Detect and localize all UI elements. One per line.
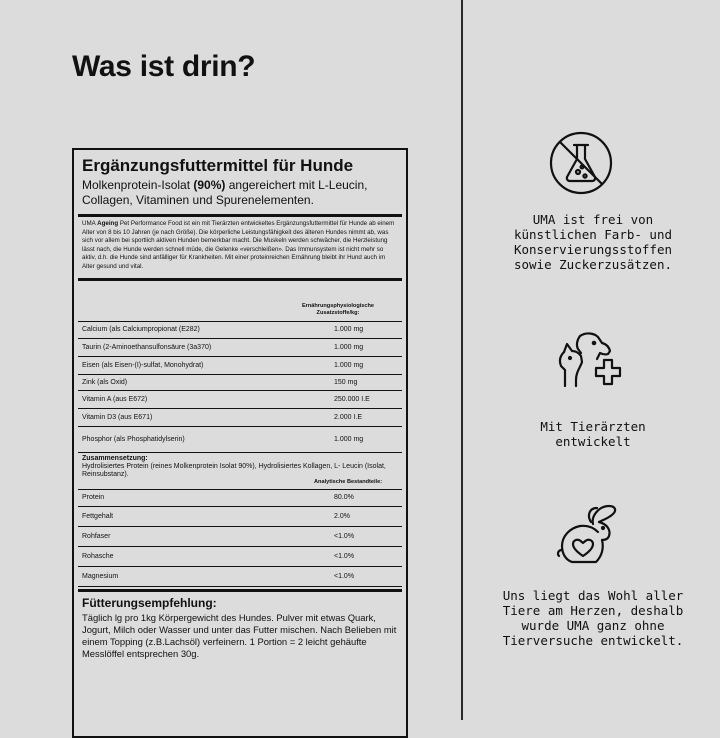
subtitle-text: Molkenprotein-Isolat — [82, 178, 194, 192]
composition-title: Zusammensetzung: — [82, 454, 148, 462]
vertical-divider — [461, 0, 463, 720]
thick-rule — [78, 278, 402, 281]
row-name: Fettgehalt — [82, 512, 114, 520]
analytics-header: Analytische Bestandteile: — [314, 478, 383, 485]
row-name: Rohasche — [82, 552, 114, 560]
table-row — [78, 409, 402, 427]
row-value: 1.000 mg — [334, 326, 364, 334]
desc-text: Pet Performance Food ist ein mit Tierärzten entwickeltes Ergänzungsfuttermittel für Hunde ab einem Alter von 8 bis 10 Jahren (je nach Größe). Die körperliche Leistungsfähigkeit des älteren Hundes nimmt ab, was sich vor allem bei sportlich aktiven Hunden bemerkbar macht. Die Muskeln werden schwächer, die Herzleistung lässt nach, die Hunde werden schnell müde, die Gelenke «verschleißen». Das Immunsystem ist nicht mehr so aktiv, d.h. die Hunde sind anfälliger für Krankheiten. Mit einer proteinreichen Ernährung bleibt ihr Hund auch im Alter gesund und vital. — [82, 220, 395, 270]
no-chemicals-icon — [548, 130, 614, 196]
table-row — [78, 357, 402, 375]
table-row — [78, 567, 402, 587]
rabbit-heart-icon — [555, 502, 631, 572]
feature-no-animal-testing: Uns liegt das Wohl aller Tiere am Herzen, deshalb wurde UMA ganz ohne Tierversuche entwickelt. — [502, 588, 684, 648]
table-row — [78, 527, 402, 547]
desc-brand: UMA — [82, 220, 98, 227]
row-name: Taurin (2-Aminoethansulfonsäure (3a370) — [82, 343, 212, 351]
row-name: Eisen (als Eisen-(I)-sulfat, Monohydrat) — [82, 361, 204, 369]
additives-table — [74, 321, 406, 453]
composition-text: Hydrolisiertes Protein (reines Molkenprotein Isolat 90%), Hydrolisiertes Kollagen, L- Leucin (Isolat, Reinsubstanz). — [82, 462, 386, 478]
label-subtitle — [82, 178, 398, 208]
feature-no-additives: UMA ist frei von künstlichen Farb- und Konservierungsstoffen sowie Zuckerzusätzen. — [513, 212, 673, 272]
nutrition-label — [72, 148, 408, 738]
feeding-title: Fütterungsempfehlung: — [82, 595, 217, 610]
dog-cat-plus-icon — [550, 330, 626, 402]
table-row — [78, 321, 402, 339]
row-value: <1.0% — [334, 532, 355, 540]
row-value: <1.0% — [334, 572, 355, 580]
composition — [82, 455, 398, 479]
table-row — [78, 489, 402, 507]
label-description — [82, 220, 398, 272]
feature-vets: Mit Tierärzten entwickelt — [540, 419, 646, 449]
label-title: Ergänzungsfuttermittel für Hunde — [82, 156, 354, 175]
row-value: 1.000 mg — [334, 343, 364, 351]
row-name: Vitamin D3 (aus E671) — [82, 413, 153, 421]
row-name: Rohfaser — [82, 532, 111, 540]
feeding-text: Täglich lg pro 1kg Körpergewicht des Hundes. Pulver mit etwas Quark, Jogurt, Milch oder Wasser und unter das Futter mischen. Nach Belieben mit einem Topping (z.B.Lachsöl) verfeinern. 1 Portion = 2 leicht gehäufte Messlöffel entsprechen 30g. — [82, 611, 397, 659]
row-value: 250.000 I.E — [334, 395, 370, 403]
subtitle-rest: angereichert mit L-Leucin, Collagen, Vitaminen und Spurenelementen. — [82, 178, 368, 207]
row-value: <1.0% — [334, 552, 355, 560]
row-name: Protein — [82, 494, 105, 502]
thick-rule — [78, 214, 402, 217]
table-row — [78, 427, 402, 453]
row-name: Magnesium — [82, 572, 119, 580]
row-name: Vitamin A (aus E672) — [82, 395, 148, 403]
row-value: 2.0% — [334, 512, 350, 520]
analytics-table — [74, 489, 406, 587]
row-name: Zink (als Oxid) — [82, 378, 128, 386]
table-row — [78, 391, 402, 409]
table-row — [78, 339, 402, 357]
table-row — [78, 547, 402, 567]
row-value: 1.000 mg — [334, 361, 364, 369]
row-value: 150 mg — [334, 378, 358, 386]
row-value: 1.000 mg — [334, 435, 364, 443]
additives-header: Ernährungsphysiologische Zusatzstoffe/kg: — [301, 302, 375, 316]
table-row — [78, 507, 402, 527]
row-name: Phosphor (als Phosphatidylserin) — [82, 435, 185, 443]
desc-product: Ageing — [97, 220, 119, 227]
row-value: 80.0% — [334, 494, 354, 502]
thick-rule — [78, 589, 402, 592]
table-row — [78, 375, 402, 391]
row-name: Calcium (als Calciumpropionat (E282) — [82, 326, 200, 334]
row-value: 2.000 I.E — [334, 413, 363, 421]
page-title: Was ist drin? — [72, 50, 256, 83]
subtitle-percent: (90%) — [193, 178, 226, 192]
